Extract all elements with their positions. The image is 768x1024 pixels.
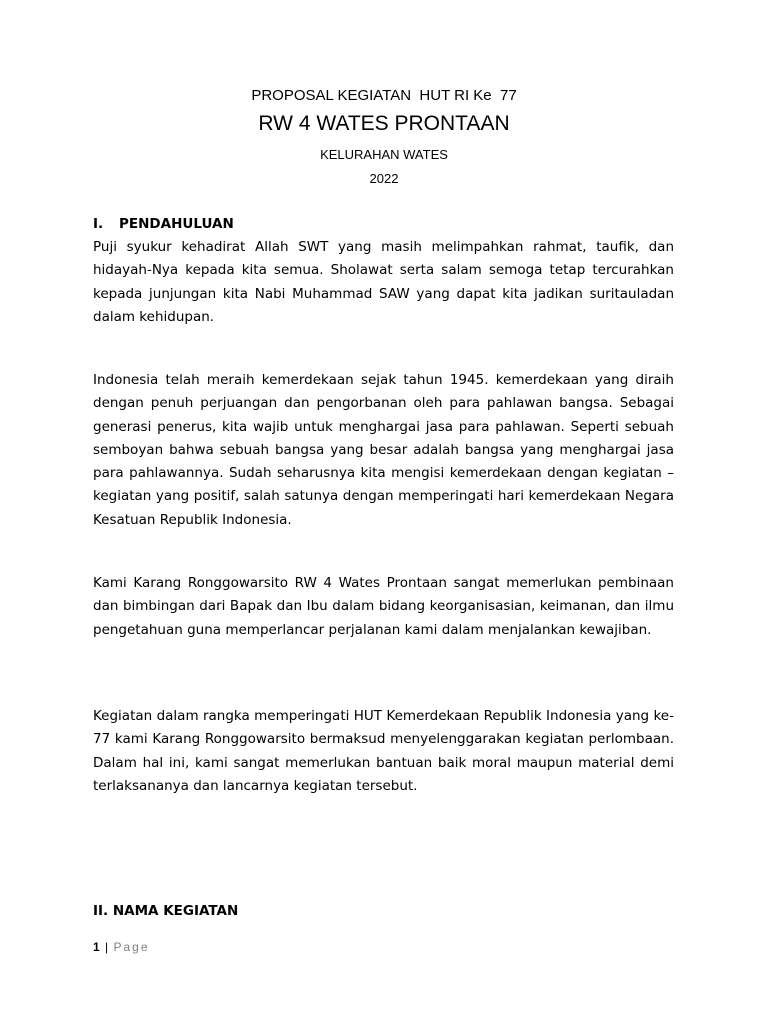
paragraph-2: Indonesia telah meraih kemerdekaan sejak tahun 1945. kemerdekaan yang diraih dengan penuh perjuangan dan pengorbanan oleh para pahlawan bangsa. Sebagai generasi penerus, kita wajib untuk menghargai jasa para pahlawan. Seperti sebuah semboyan bahwa sebuah bangsa yang besar adalah bangsa yang menghargai jasa para pahlawannya. Sudah seharusnya kita mengisi kemerdekaan dengan kegiatan – kegiatan yang positif, salah satunya dengan memperingati hari kemerdekaan Negara Kesatuan Republik Indonesia. [93,372,674,528]
footer-separator: | [105,940,109,954]
section-heading-nama-kegiatan: II. NAMA KEGIATAN [93,903,239,919]
section-heading-pendahuluan [93,215,234,233]
organization-title: RW 4 WATES PRONTAAN [258,112,510,135]
paragraph-4: Kegiatan dalam rangka memperingati HUT Kemerdekaan Republik Indonesia yang ke-77 kami Karang Ronggowarsito bermaksud menyelenggarakan kegiatan perlombaan. Dalam hal ini, kami sangat memerlukan bantuan baik moral maupun material demi terlaksananya dan lancarnya kegiatan tersebut. [93,708,674,794]
year-subtitle: 2022 [369,171,399,186]
paragraph-3: Kami Karang Ronggowarsito RW 4 Wates Prontaan sangat memerlukan pembinaan dan bimbingan dari Bapak dan Ibu dalam bidang keorganisasian, keimanan, dan ilmu pengetahuan guna memperlancar perjalanan kami dalam menjalankan kewajiban. [93,575,674,638]
kelurahan-subtitle: KELURAHAN WATES [320,147,448,162]
page-footer [93,939,150,955]
paragraph-1: Puji syukur kehadirat Allah SWT yang masih melimpahkan rahmat, taufik, dan hidayah-Nya kepada kita semua. Sholawat serta salam semoga tetap tercurahkan kepada junjungan kita Nabi Muhammad SAW yang dapat kita jadikan suritauladan dalam kehidupan. [93,239,674,325]
section-title: PENDAHULUAN [119,216,234,232]
page-label: Page [113,940,150,954]
section-number: I. [93,216,104,232]
proposal-title: PROPOSAL KEGIATAN HUT RI Ke 77 [251,87,517,104]
page-number: 1 [93,940,100,954]
